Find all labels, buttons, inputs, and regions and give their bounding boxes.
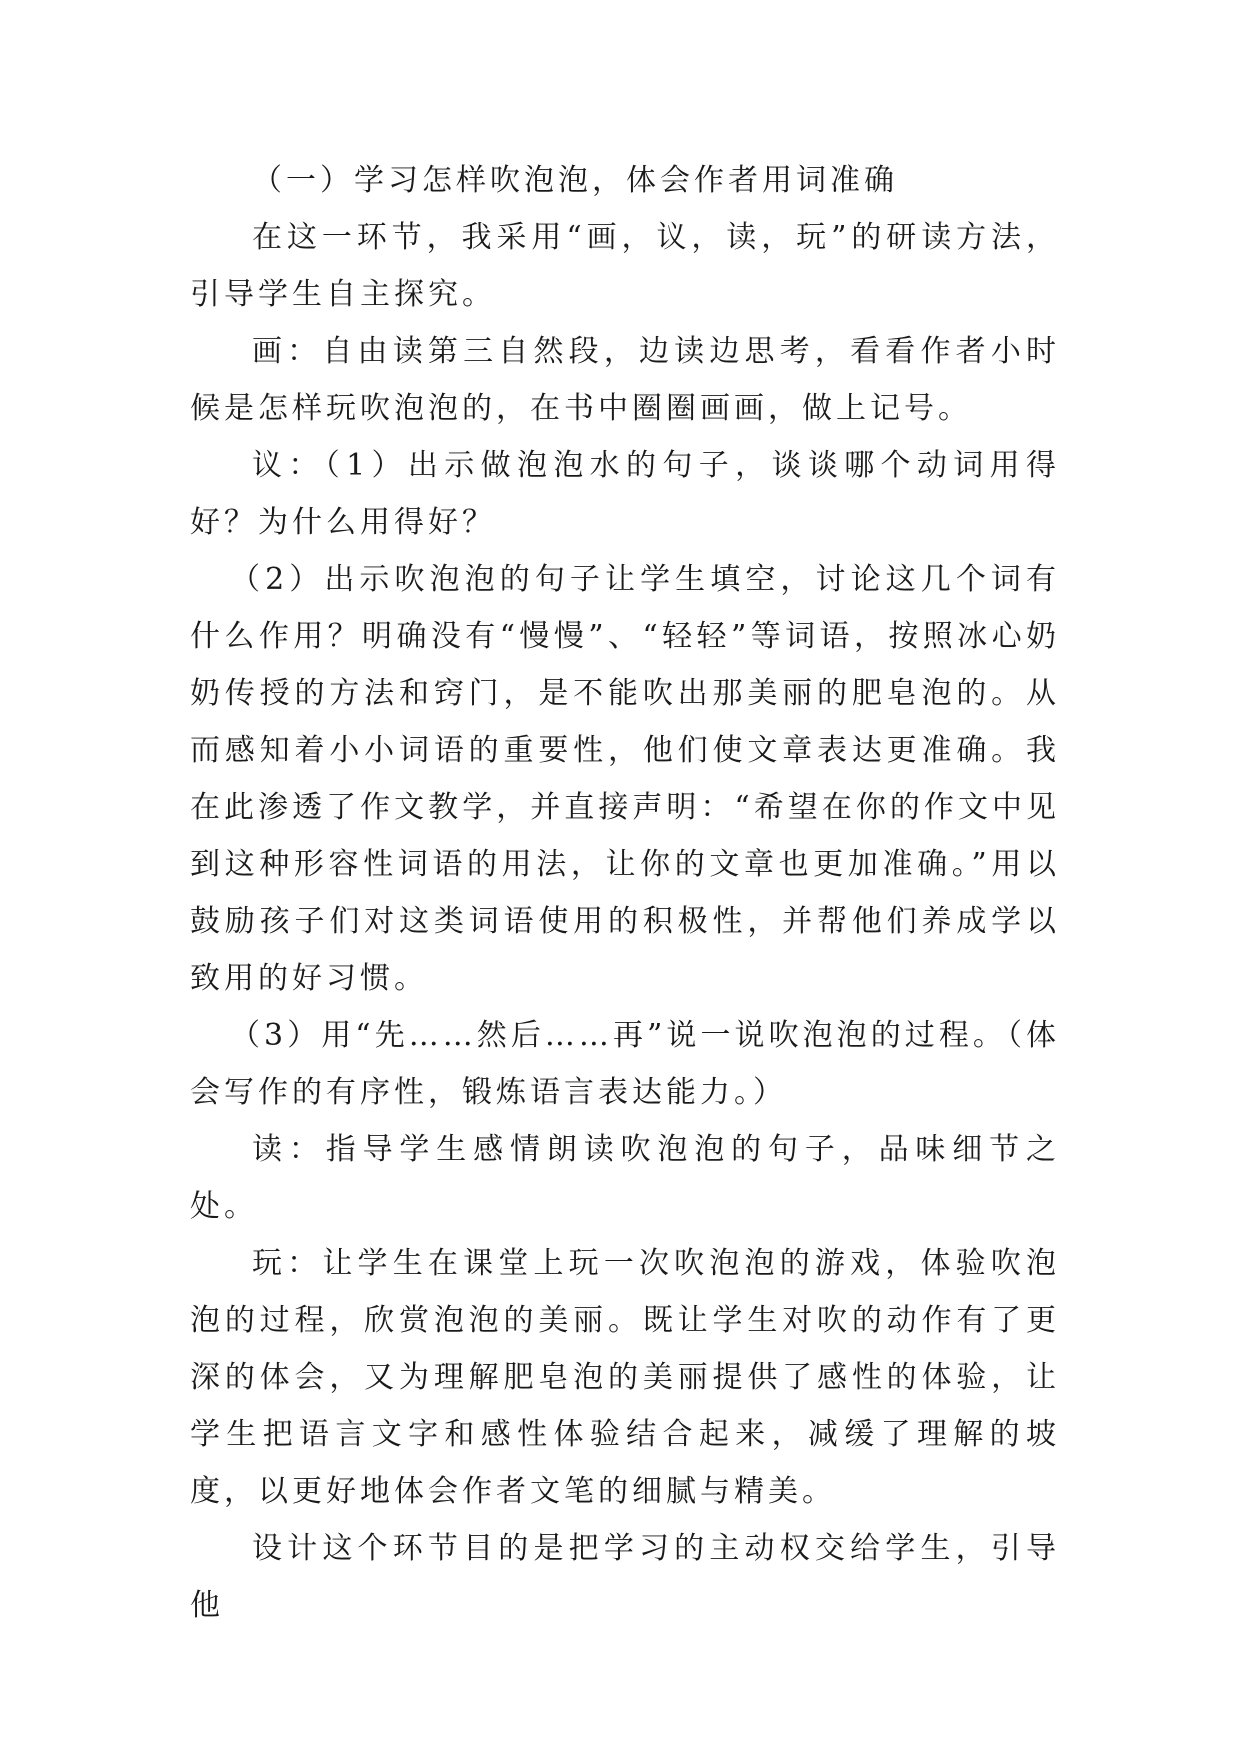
paragraph-discuss-2: （2）出示吹泡泡的句子让学生填空，讨论这几个词有什么作用？明确没有“慢慢”、“轻轻”等词语，按照冰心奶奶传授的方法和窍门，是不能吹出那美丽的肥皂泡的。从而感知着小小词语的重要性，他们使文章表达更准确。我在此渗透了作文教学，并直接声明：“希望在你的作文中见到这种形容性词语的用法，让你的文章也更加准确。”用以鼓励孩子们对这类词语使用的积极性，并帮他们养成学以致用的好习惯。: [190, 562, 1060, 996]
section-heading: （一）学习怎样吹泡泡，体会作者用词准确: [252, 163, 898, 198]
paragraph-read: 读：指导学生感情朗读吹泡泡的句子，品味细节之处。: [190, 1132, 1060, 1224]
paragraph-discuss-3: （3）用“先……然后……再”说一说吹泡泡的过程。（体会写作的有序性，锻炼语言表达能力。）: [190, 1018, 1060, 1110]
paragraph-design-purpose: 设计这个环节目的是把学习的主动权交给学生，引导他: [190, 1531, 1060, 1623]
paragraph-discuss-1: 议：（1）出示做泡泡水的句子，谈谈哪个动词用得好？为什么用得好？: [190, 448, 1060, 540]
paragraph-play: 玩：让学生在课堂上玩一次吹泡泡的游戏，体验吹泡泡的过程，欣赏泡泡的美丽。既让学生对吹的动作有了更深的体会，又为理解肥皂泡的美丽提供了感性的体验，让学生把语言文字和感性体验结合起来，减缓了理解的坡度，以更好地体会作者文笔的细腻与精美。: [190, 1246, 1060, 1509]
document-body: [190, 152, 1060, 1634]
paragraph-draw: 画：自由读第三自然段，边读边思考，看看作者小时候是怎样玩吹泡泡的，在书中圈圈画画，做上记号。: [190, 334, 1060, 426]
paragraph-method-intro: 在这一环节，我采用“画，议，读，玩”的研读方法，引导学生自主探究。: [190, 220, 1060, 312]
